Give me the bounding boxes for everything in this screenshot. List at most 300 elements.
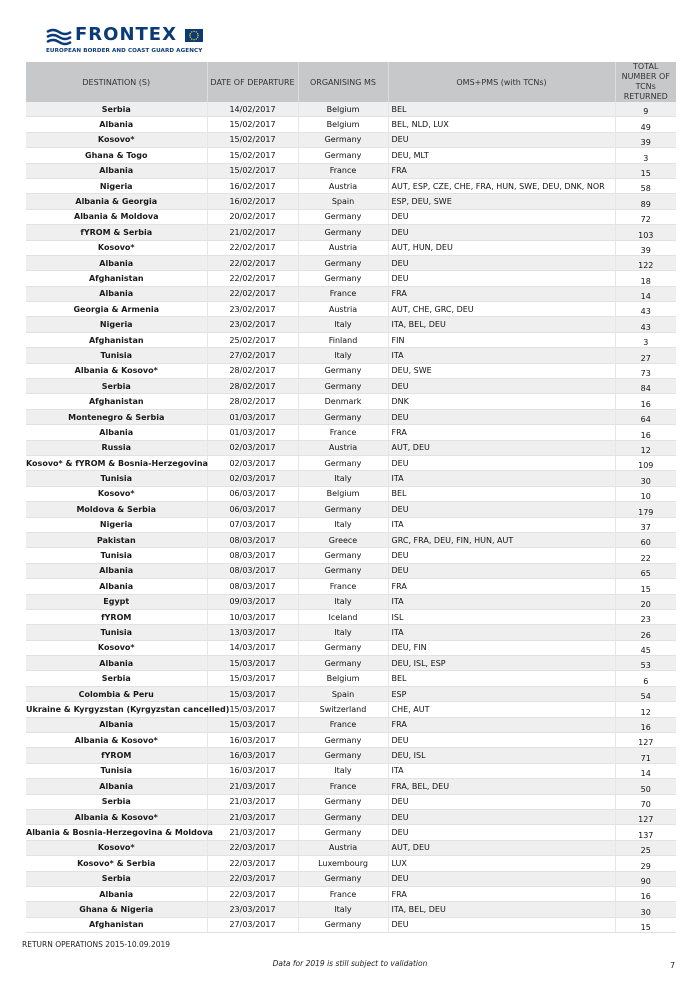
cell-ms: France xyxy=(298,425,388,440)
return-operations-table xyxy=(26,62,676,933)
cell-oms: DEU, MLT xyxy=(388,148,615,163)
cell-ms: Germany xyxy=(298,733,388,748)
cell-date: 15/02/2017 xyxy=(207,117,298,132)
table-row xyxy=(26,748,676,763)
cell-ms: Finland xyxy=(298,332,388,347)
table-row xyxy=(26,102,676,117)
cell-total: 103 xyxy=(615,225,676,240)
cell-ms: France xyxy=(298,286,388,301)
cell-date: 22/03/2017 xyxy=(207,840,298,855)
cell-total: 109 xyxy=(615,455,676,470)
cell-oms: DEU, ISL, ESP xyxy=(388,656,615,671)
cell-ms: Spain xyxy=(298,194,388,209)
cell-oms: FRA xyxy=(388,717,615,732)
cell-oms: ITA xyxy=(388,471,615,486)
cell-oms: CHE, AUT xyxy=(388,702,615,717)
cell-ms: Germany xyxy=(298,825,388,840)
cell-ms: Luxembourg xyxy=(298,856,388,871)
cell-ms: Germany xyxy=(298,917,388,932)
cell-destination: Albania xyxy=(26,779,207,794)
cell-total: 60 xyxy=(615,532,676,547)
table-row xyxy=(26,733,676,748)
cell-total: 53 xyxy=(615,656,676,671)
cell-oms: DEU xyxy=(388,409,615,424)
cell-destination: Moldova & Serbia xyxy=(26,502,207,517)
cell-oms: ITA xyxy=(388,625,615,640)
cell-ms: France xyxy=(298,779,388,794)
cell-total: 12 xyxy=(615,702,676,717)
table-row xyxy=(26,440,676,455)
cell-destination: Tunisia xyxy=(26,548,207,563)
cell-ms: Germany xyxy=(298,502,388,517)
cell-destination: Albania & Kosovo* xyxy=(26,809,207,824)
cell-ms: Belgium xyxy=(298,117,388,132)
cell-oms: DEU xyxy=(388,271,615,286)
cell-ms: Italy xyxy=(298,763,388,778)
table-row xyxy=(26,132,676,147)
table-row xyxy=(26,363,676,378)
cell-total: 179 xyxy=(615,502,676,517)
cell-date: 22/02/2017 xyxy=(207,240,298,255)
cell-date: 16/02/2017 xyxy=(207,194,298,209)
table-row xyxy=(26,625,676,640)
cell-oms: ISL xyxy=(388,609,615,624)
cell-ms: Germany xyxy=(298,640,388,655)
cell-ms: Iceland xyxy=(298,609,388,624)
cell-date: 08/03/2017 xyxy=(207,548,298,563)
cell-ms: Spain xyxy=(298,686,388,701)
cell-destination: Serbia xyxy=(26,102,207,117)
cell-ms: Germany xyxy=(298,132,388,147)
cell-ms: France xyxy=(298,717,388,732)
cell-total: 49 xyxy=(615,117,676,132)
cell-date: 20/02/2017 xyxy=(207,209,298,224)
cell-destination: Albania xyxy=(26,579,207,594)
cell-date: 15/03/2017 xyxy=(207,656,298,671)
cell-destination: Kosovo* xyxy=(26,840,207,855)
cell-ms: Italy xyxy=(298,471,388,486)
cell-oms: BEL xyxy=(388,671,615,686)
cell-date: 22/03/2017 xyxy=(207,886,298,901)
cell-ms: Germany xyxy=(298,148,388,163)
cell-oms: AUT, HUN, DEU xyxy=(388,240,615,255)
cell-oms: FRA xyxy=(388,886,615,901)
cell-destination: Ghana & Togo xyxy=(26,148,207,163)
cell-total: 71 xyxy=(615,748,676,763)
table-row xyxy=(26,317,676,332)
cell-total: 54 xyxy=(615,686,676,701)
cell-destination: Nigeria xyxy=(26,517,207,532)
cell-ms: Austria xyxy=(298,840,388,855)
cell-ms: Belgium xyxy=(298,486,388,501)
cell-total: 16 xyxy=(615,394,676,409)
table-row xyxy=(26,255,676,270)
table-row xyxy=(26,594,676,609)
cell-oms: AUT, DEU xyxy=(388,840,615,855)
cell-oms: ITA, BEL, DEU xyxy=(388,902,615,917)
cell-ms: Germany xyxy=(298,871,388,886)
cell-ms: Italy xyxy=(298,517,388,532)
cell-date: 28/02/2017 xyxy=(207,363,298,378)
table-row xyxy=(26,532,676,547)
cell-oms: AUT, ESP, CZE, CHE, FRA, HUN, SWE, DEU, DNK, NOR xyxy=(388,178,615,193)
cell-total: 127 xyxy=(615,809,676,824)
cell-oms: ITA xyxy=(388,348,615,363)
cell-total: 3 xyxy=(615,332,676,347)
cell-total: 15 xyxy=(615,917,676,932)
cell-destination: Montenegro & Serbia xyxy=(26,409,207,424)
cell-destination: Ukraine & Kyrgyzstan (Kyrgyzstan cancelled) xyxy=(26,702,207,717)
cell-ms: France xyxy=(298,163,388,178)
cell-date: 21/03/2017 xyxy=(207,825,298,840)
cell-date: 15/03/2017 xyxy=(207,717,298,732)
cell-ms: Austria xyxy=(298,302,388,317)
cell-date: 15/02/2017 xyxy=(207,132,298,147)
cell-oms: DEU xyxy=(388,563,615,578)
table-row xyxy=(26,286,676,301)
cell-ms: Germany xyxy=(298,548,388,563)
cell-ms: Denmark xyxy=(298,394,388,409)
cell-total: 43 xyxy=(615,317,676,332)
cell-date: 09/03/2017 xyxy=(207,594,298,609)
cell-destination: Albania xyxy=(26,656,207,671)
cell-destination: Tunisia xyxy=(26,625,207,640)
cell-ms: Italy xyxy=(298,594,388,609)
cell-destination: Afghanistan xyxy=(26,394,207,409)
cell-ms: Germany xyxy=(298,379,388,394)
cell-total: 65 xyxy=(615,563,676,578)
cell-date: 23/02/2017 xyxy=(207,302,298,317)
cell-total: 16 xyxy=(615,717,676,732)
cell-date: 23/02/2017 xyxy=(207,317,298,332)
cell-total: 27 xyxy=(615,348,676,363)
cell-total: 12 xyxy=(615,440,676,455)
cell-date: 21/03/2017 xyxy=(207,794,298,809)
table-row xyxy=(26,656,676,671)
cell-total: 29 xyxy=(615,856,676,871)
header-organising-ms: ORGANISING MS xyxy=(298,62,388,102)
table-row xyxy=(26,717,676,732)
cell-total: 30 xyxy=(615,471,676,486)
cell-date: 02/03/2017 xyxy=(207,455,298,470)
table-row xyxy=(26,702,676,717)
table-row xyxy=(26,471,676,486)
cell-ms: Germany xyxy=(298,409,388,424)
cell-date: 28/02/2017 xyxy=(207,379,298,394)
cell-date: 01/03/2017 xyxy=(207,425,298,440)
cell-total: 72 xyxy=(615,209,676,224)
table-row xyxy=(26,240,676,255)
cell-date: 22/02/2017 xyxy=(207,271,298,286)
cell-date: 25/02/2017 xyxy=(207,332,298,347)
cell-destination: Kosovo* & Serbia xyxy=(26,856,207,871)
cell-oms: FRA xyxy=(388,579,615,594)
cell-oms: FRA, BEL, DEU xyxy=(388,779,615,794)
cell-total: 15 xyxy=(615,163,676,178)
cell-date: 14/02/2017 xyxy=(207,102,298,117)
cell-oms: DEU xyxy=(388,825,615,840)
cell-date: 15/03/2017 xyxy=(207,702,298,717)
cell-date: 27/02/2017 xyxy=(207,348,298,363)
cell-destination: Kosovo* xyxy=(26,132,207,147)
cell-ms: Germany xyxy=(298,748,388,763)
table-row xyxy=(26,686,676,701)
cell-oms: DEU xyxy=(388,209,615,224)
table-row xyxy=(26,825,676,840)
cell-ms: Germany xyxy=(298,255,388,270)
cell-ms: Italy xyxy=(298,348,388,363)
cell-destination: Serbia xyxy=(26,794,207,809)
cell-total: 16 xyxy=(615,425,676,440)
cell-total: 43 xyxy=(615,302,676,317)
cell-total: 84 xyxy=(615,379,676,394)
cell-date: 22/03/2017 xyxy=(207,871,298,886)
table-row xyxy=(26,394,676,409)
cell-destination: Albania xyxy=(26,425,207,440)
cell-total: 39 xyxy=(615,240,676,255)
cell-oms: DEU xyxy=(388,917,615,932)
table-row xyxy=(26,379,676,394)
table-row xyxy=(26,840,676,855)
cell-total: 14 xyxy=(615,763,676,778)
cell-ms: Germany xyxy=(298,563,388,578)
cell-oms: FIN xyxy=(388,332,615,347)
cell-destination: fYROM xyxy=(26,609,207,624)
cell-ms: Italy xyxy=(298,317,388,332)
cell-date: 21/03/2017 xyxy=(207,779,298,794)
cell-total: 18 xyxy=(615,271,676,286)
cell-ms: Belgium xyxy=(298,671,388,686)
cell-date: 16/03/2017 xyxy=(207,733,298,748)
cell-total: 122 xyxy=(615,255,676,270)
cell-ms: Austria xyxy=(298,240,388,255)
cell-destination: Albania & Kosovo* xyxy=(26,363,207,378)
cell-ms: Germany xyxy=(298,363,388,378)
cell-total: 45 xyxy=(615,640,676,655)
cell-oms: DEU, FIN xyxy=(388,640,615,655)
cell-total: 70 xyxy=(615,794,676,809)
cell-destination: Tunisia xyxy=(26,471,207,486)
table-row xyxy=(26,271,676,286)
table-row xyxy=(26,779,676,794)
cell-total: 37 xyxy=(615,517,676,532)
cell-destination: Kosovo* xyxy=(26,240,207,255)
cell-total: 25 xyxy=(615,840,676,855)
cell-oms: DEU xyxy=(388,132,615,147)
table-row xyxy=(26,640,676,655)
cell-ms: France xyxy=(298,579,388,594)
cell-oms: BEL xyxy=(388,102,615,117)
cell-ms: France xyxy=(298,886,388,901)
cell-total: 15 xyxy=(615,579,676,594)
cell-total: 26 xyxy=(615,625,676,640)
cell-destination: Nigeria xyxy=(26,317,207,332)
cell-destination: Serbia xyxy=(26,379,207,394)
cell-oms: AUT, CHE, GRC, DEU xyxy=(388,302,615,317)
cell-ms: Greece xyxy=(298,532,388,547)
frontex-waves-icon xyxy=(46,28,72,46)
cell-total: 73 xyxy=(615,363,676,378)
cell-oms: DEU xyxy=(388,733,615,748)
cell-oms: ESP, DEU, SWE xyxy=(388,194,615,209)
cell-destination: Afghanistan xyxy=(26,917,207,932)
logo-wordmark: FRONTEX xyxy=(75,24,177,45)
cell-oms: GRC, FRA, DEU, FIN, HUN, AUT xyxy=(388,532,615,547)
cell-date: 21/03/2017 xyxy=(207,809,298,824)
table-row xyxy=(26,579,676,594)
cell-date: 15/02/2017 xyxy=(207,163,298,178)
cell-destination: Albania xyxy=(26,717,207,732)
cell-date: 15/02/2017 xyxy=(207,148,298,163)
cell-total: 16 xyxy=(615,886,676,901)
cell-date: 27/03/2017 xyxy=(207,917,298,932)
cell-ms: Germany xyxy=(298,225,388,240)
cell-destination: Kosovo* & fYROM & Bosnia-Herzegovina xyxy=(26,455,207,470)
cell-total: 58 xyxy=(615,178,676,193)
table-row xyxy=(26,902,676,917)
table-row xyxy=(26,871,676,886)
table-header-row xyxy=(26,62,676,102)
cell-destination: fYROM & Serbia xyxy=(26,225,207,240)
cell-destination: Albania & Bosnia-Herzegovina & Moldova xyxy=(26,825,207,840)
table-row xyxy=(26,178,676,193)
table-row xyxy=(26,502,676,517)
cell-ms: Germany xyxy=(298,209,388,224)
cell-date: 02/03/2017 xyxy=(207,471,298,486)
cell-total: 90 xyxy=(615,871,676,886)
cell-oms: DEU xyxy=(388,548,615,563)
table-row xyxy=(26,563,676,578)
cell-oms: DEU, ISL xyxy=(388,748,615,763)
cell-oms: DEU xyxy=(388,225,615,240)
table-body xyxy=(26,102,676,933)
cell-ms: Germany xyxy=(298,794,388,809)
cell-date: 10/03/2017 xyxy=(207,609,298,624)
cell-destination: Albania xyxy=(26,255,207,270)
table-row xyxy=(26,809,676,824)
table-row xyxy=(26,548,676,563)
cell-oms: DEU xyxy=(388,794,615,809)
cell-date: 06/03/2017 xyxy=(207,486,298,501)
cell-total: 9 xyxy=(615,102,676,117)
cell-ms: Belgium xyxy=(298,102,388,117)
cell-date: 22/03/2017 xyxy=(207,856,298,871)
cell-date: 02/03/2017 xyxy=(207,440,298,455)
cell-date: 08/03/2017 xyxy=(207,579,298,594)
cell-destination: Pakistan xyxy=(26,532,207,547)
cell-ms: Germany xyxy=(298,271,388,286)
cell-oms: FRA xyxy=(388,286,615,301)
cell-date: 16/02/2017 xyxy=(207,178,298,193)
cell-oms: DEU xyxy=(388,871,615,886)
table-row xyxy=(26,455,676,470)
table-row xyxy=(26,517,676,532)
cell-oms: DEU xyxy=(388,255,615,270)
cell-destination: Afghanistan xyxy=(26,271,207,286)
cell-ms: Switzerland xyxy=(298,702,388,717)
cell-date: 01/03/2017 xyxy=(207,409,298,424)
table-row xyxy=(26,856,676,871)
table-row xyxy=(26,302,676,317)
table-row xyxy=(26,225,676,240)
cell-oms: BEL, NLD, LUX xyxy=(388,117,615,132)
cell-ms: Germany xyxy=(298,809,388,824)
cell-destination: Albania & Georgia xyxy=(26,194,207,209)
cell-total: 6 xyxy=(615,671,676,686)
cell-total: 64 xyxy=(615,409,676,424)
logo-subtitle: EUROPEAN BORDER AND COAST GUARD AGENCY xyxy=(46,48,203,54)
header-date: DATE OF DEPARTURE xyxy=(207,62,298,102)
cell-date: 15/03/2017 xyxy=(207,671,298,686)
cell-date: 28/02/2017 xyxy=(207,394,298,409)
table-row xyxy=(26,348,676,363)
page-number: 7 xyxy=(670,961,676,970)
cell-destination: Colombia & Peru xyxy=(26,686,207,701)
cell-date: 14/03/2017 xyxy=(207,640,298,655)
cell-oms: ITA xyxy=(388,594,615,609)
cell-oms: FRA xyxy=(388,425,615,440)
cell-oms: FRA xyxy=(388,163,615,178)
cell-ms: Germany xyxy=(298,455,388,470)
cell-destination: Georgia & Armenia xyxy=(26,302,207,317)
cell-oms: AUT, DEU xyxy=(388,440,615,455)
cell-destination: Russia xyxy=(26,440,207,455)
cell-date: 23/03/2017 xyxy=(207,902,298,917)
cell-oms: BEL xyxy=(388,486,615,501)
table-row xyxy=(26,332,676,347)
cell-ms: Austria xyxy=(298,178,388,193)
cell-destination: Albania xyxy=(26,563,207,578)
cell-ms: Italy xyxy=(298,625,388,640)
table-row xyxy=(26,886,676,901)
cell-date: 13/03/2017 xyxy=(207,625,298,640)
cell-oms: DEU xyxy=(388,455,615,470)
cell-destination: Afghanistan xyxy=(26,332,207,347)
table-row xyxy=(26,609,676,624)
eu-flag-icon xyxy=(185,29,203,42)
cell-destination: Nigeria xyxy=(26,178,207,193)
cell-ms: Germany xyxy=(298,656,388,671)
cell-date: 22/02/2017 xyxy=(207,255,298,270)
cell-date: 07/03/2017 xyxy=(207,517,298,532)
cell-total: 14 xyxy=(615,286,676,301)
cell-total: 3 xyxy=(615,148,676,163)
cell-destination: Albania xyxy=(26,886,207,901)
frontex-logo xyxy=(46,25,206,57)
cell-oms: ITA, BEL, DEU xyxy=(388,317,615,332)
table-row xyxy=(26,163,676,178)
cell-ms: Italy xyxy=(298,902,388,917)
table-row xyxy=(26,117,676,132)
cell-oms: LUX xyxy=(388,856,615,871)
cell-total: 127 xyxy=(615,733,676,748)
cell-destination: Albania xyxy=(26,163,207,178)
cell-date: 08/03/2017 xyxy=(207,532,298,547)
cell-total: 50 xyxy=(615,779,676,794)
table-row xyxy=(26,763,676,778)
cell-date: 16/03/2017 xyxy=(207,763,298,778)
cell-destination: Albania xyxy=(26,286,207,301)
footer-left-text: RETURN OPERATIONS 2015-10.09.2019 xyxy=(22,940,171,949)
cell-destination: Egypt xyxy=(26,594,207,609)
cell-total: 10 xyxy=(615,486,676,501)
cell-destination: Kosovo* xyxy=(26,486,207,501)
cell-date: 06/03/2017 xyxy=(207,502,298,517)
table-row xyxy=(26,209,676,224)
cell-oms: DEU xyxy=(388,809,615,824)
cell-date: 22/02/2017 xyxy=(207,286,298,301)
cell-destination: Tunisia xyxy=(26,348,207,363)
